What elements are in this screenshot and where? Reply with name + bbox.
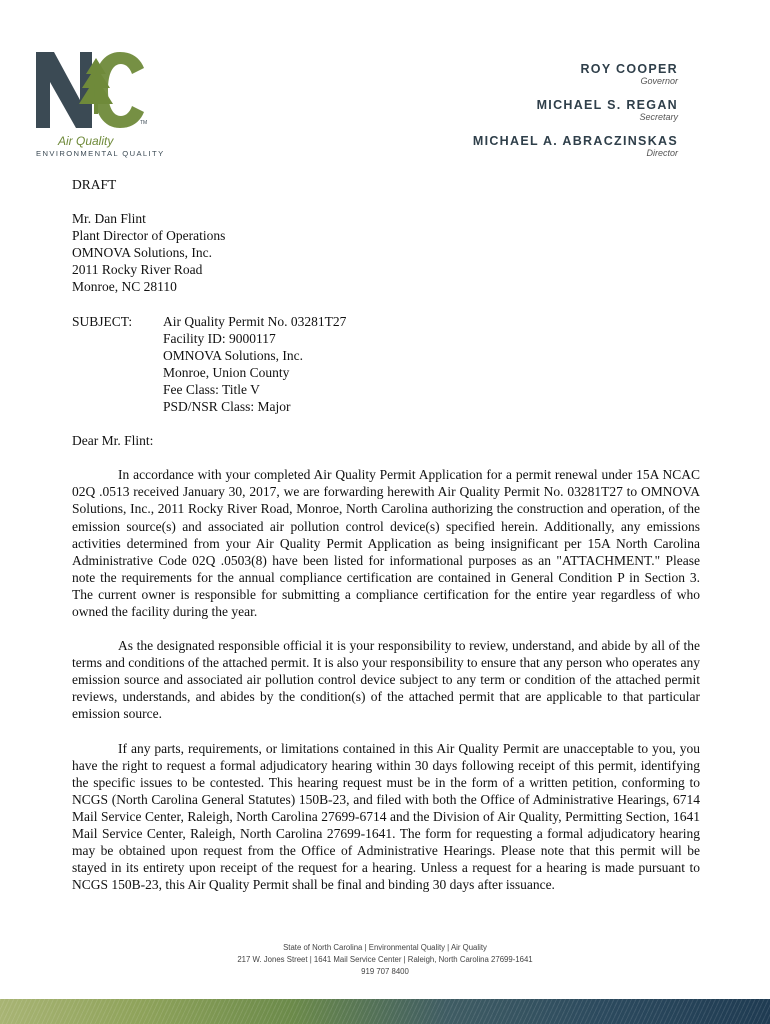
officials-block bbox=[473, 62, 678, 170]
nc-deq-logo bbox=[36, 50, 165, 160]
subject-line: PSD/NSR Class: Major bbox=[163, 399, 291, 415]
subject-line: Fee Class: Title V bbox=[163, 381, 260, 397]
official-name: MICHAEL S. REGAN bbox=[536, 98, 678, 112]
official-title: Director bbox=[646, 148, 678, 158]
footer-line: 217 W. Jones Street | 1641 Mail Service Center | Raleigh, North Carolina 27699-1641 bbox=[237, 955, 533, 964]
body-paragraph: If any parts, requirements, or limitations contained in this Air Quality Permit are unacceptable to you, you have the right to request a formal adjudicatory hearing within 30 days following receipt of this permit, identifying the specific issues to be contested. This hearing request must be in the form of a written petition, conforming to NCGS (North Carolina General Statutes) 150B-23, and filed with both the Office of Administrative Hearings, 6714 Mail Service Center, Raleigh, North Carolina 27699-6714 and the Division of Air Quality, Permitting Section, 1641 Mail Service Center, Raleigh, North Carolina 27699-1641. The form for requesting a formal adjudicatory hearing may be obtained upon request from the Office of Administrative Hearings. Please note that this permit will be stayed in its entirety upon receipt of the request for a hearing. Unless a request for a hearing is made pursuant to NCGS 150B-23, this Air Quality Permit shall be final and binding 30 days after issuance. bbox=[72, 740, 700, 893]
letter-body bbox=[72, 176, 700, 893]
official-title: Governor bbox=[640, 76, 678, 86]
subject-line: OMNOVA Solutions, Inc. bbox=[163, 347, 304, 363]
body-paragraph: In accordance with your completed Air Quality Permit Application for a permit renewal under 15A NCAC 02Q .0513 received January 30, 2017, we are forwarding herewith Air Quality Permit No. 03281T27 to OMNOVA Solutions, Inc., 2011 Rocky River Road, Monroe, North Carolina authorizing the construction and operation, of the emission source(s) and associated air pollution control device(s) specified herein. Additionally, any emissions activities determined from your Air Quality Permit Application as being insignificant per 15A North Carolina Administrative Code 02Q .0503(8) have been listed for informational purposes as an "ATTACHMENT." Please note the requirements for the annual compliance certification are contained in General Condition P in Section 3. The current owner is responsible for submitting a compliance certification for the entire year regardless of who owned the facility during the year. bbox=[72, 467, 700, 619]
recipient-address bbox=[72, 210, 700, 295]
recipient-line: Plant Director of Operations bbox=[72, 228, 226, 244]
subject-block bbox=[72, 313, 700, 416]
recipient-line: Monroe, NC 28110 bbox=[72, 279, 177, 295]
footer-address bbox=[0, 942, 770, 978]
footer-line: 919 707 8400 bbox=[361, 967, 409, 976]
body-paragraph: As the designated responsible official it is your responsibility to review, understand, and abide by all of the terms and conditions of the attached permit. It is also your responsibility to ensure that any person who operates any emission source and associated air pollution control device subject to any term or condition of the attached permit reviews, understands, and abides by the condition(s) of the attached permit that are applicable to that particular emission source. bbox=[72, 638, 700, 722]
subject-line: Facility ID: 9000117 bbox=[163, 330, 276, 346]
draft-label: DRAFT bbox=[72, 177, 117, 192]
official-secretary bbox=[473, 98, 678, 123]
recipient-line: 2011 Rocky River Road bbox=[72, 262, 203, 278]
footer-line: State of North Carolina | Environmental Quality | Air Quality bbox=[283, 943, 487, 952]
subject-line: Monroe, Union County bbox=[163, 364, 290, 380]
subject-line: Air Quality Permit No. 03281T27 bbox=[163, 313, 347, 329]
footer-decorative-band bbox=[0, 999, 770, 1024]
subject-lines bbox=[163, 313, 346, 416]
subject-label: SUBJECT: bbox=[72, 313, 133, 329]
salutation: Dear Mr. Flint: bbox=[72, 433, 154, 449]
official-name: ROY COOPER bbox=[580, 62, 678, 76]
official-governor bbox=[473, 62, 678, 87]
trademark-mark: TM bbox=[140, 120, 148, 126]
nc-logo-mark-icon bbox=[36, 50, 146, 128]
official-director bbox=[473, 134, 678, 159]
recipient-line: OMNOVA Solutions, Inc. bbox=[72, 245, 213, 261]
logo-tagline: Air Quality bbox=[58, 134, 114, 148]
official-name: MICHAEL A. ABRACZINSKAS bbox=[472, 134, 678, 148]
recipient-line: Mr. Dan Flint bbox=[72, 211, 146, 227]
logo-division: ENVIRONMENTAL QUALITY bbox=[36, 149, 165, 158]
official-title: Secretary bbox=[639, 112, 678, 122]
